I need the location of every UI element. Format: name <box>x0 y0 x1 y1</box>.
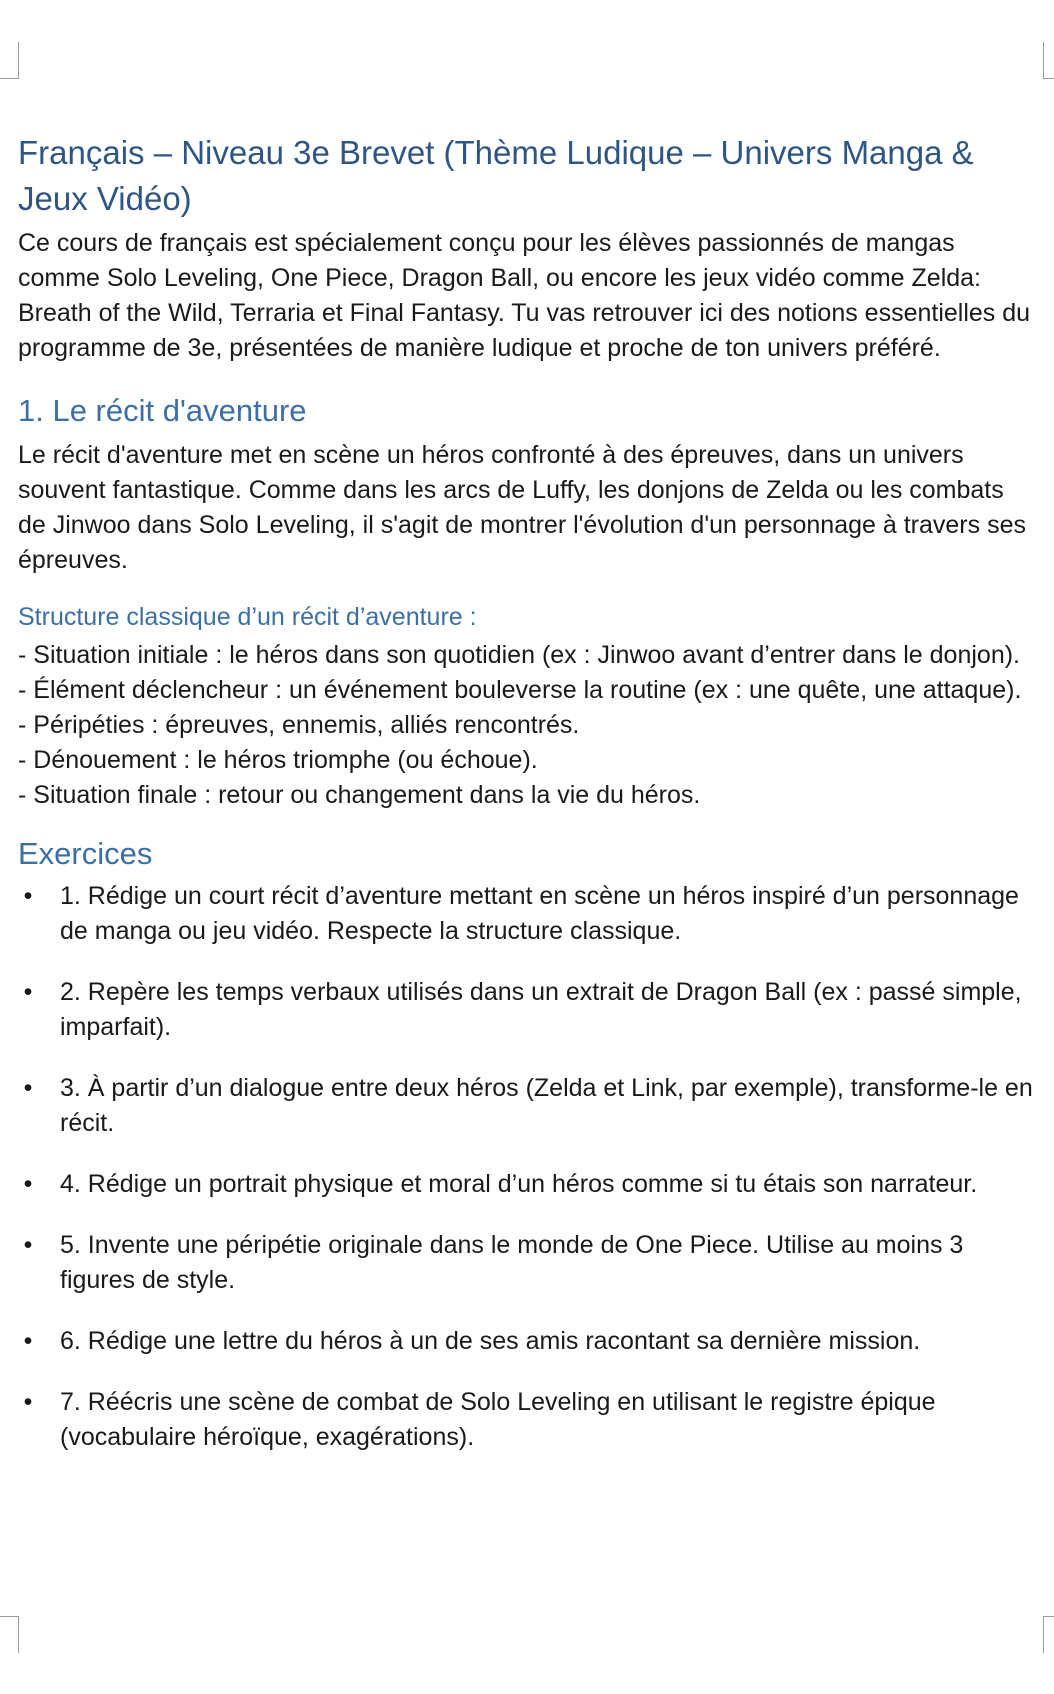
exercise-list <box>18 879 1038 1455</box>
bullet-icon: • <box>23 1170 33 1198</box>
document-title: Français – Niveau 3e Brevet (Thème Ludique – Univers Manga & Jeux Vidéo) <box>18 134 974 217</box>
bullet-icon: • <box>23 1388 33 1416</box>
structure-item: - Dénouement : le héros triomphe (ou échoue). <box>18 746 538 774</box>
structure-heading: Structure classique d’un récit d’aventure : <box>18 603 477 631</box>
exercise-item <box>18 975 1038 1045</box>
exercise-item <box>18 1228 1038 1298</box>
section-paragraph-recit: Le récit d'aventure met en scène un héros confronté à des épreuves, dans un univers souvent fantastique. Comme dans les arcs de Luffy, les donjons de Zelda ou les combats de Jinwoo dans Solo Leveling, il s'agit de montrer l'évolution d'un personnage à travers ses épreuves. <box>18 441 1026 574</box>
bullet-icon: • <box>23 1074 33 1102</box>
page-corner-bottom-left <box>0 1616 19 1653</box>
exercise-item <box>18 1071 1038 1141</box>
bullet-icon: • <box>23 882 33 910</box>
bullet-icon: • <box>23 1231 33 1259</box>
exercise-item <box>18 879 1038 949</box>
structure-item: - Élément déclencheur : un événement bouleverse la routine (ex : une quête, une attaque). <box>18 676 1022 704</box>
exercises-heading: Exercices <box>18 836 153 871</box>
exercise-text: 5. Invente une péripétie originale dans le monde de One Piece. Utilise au moins 3 figures de style. <box>60 1231 964 1294</box>
exercise-text: 1. Rédige un court récit d’aventure mettant en scène un héros inspiré d’un personnage de manga ou jeu vidéo. Respecte la structure classique. <box>60 882 1019 945</box>
page-corner-top-left <box>0 42 19 79</box>
bullet-icon: • <box>23 978 33 1006</box>
exercise-text: 4. Rédige un portrait physique et moral d’un héros comme si tu étais son narrateur. <box>60 1170 978 1198</box>
exercise-item <box>18 1385 1038 1455</box>
exercise-text: 7. Réécris une scène de combat de Solo Leveling en utilisant le registre épique (vocabulaire héroïque, exagérations). <box>60 1388 936 1451</box>
structure-list <box>18 638 1038 813</box>
document-body <box>18 130 1038 1481</box>
structure-item: - Situation finale : retour ou changement dans la vie du héros. <box>18 781 701 809</box>
intro-paragraph: Ce cours de français est spécialement conçu pour les élèves passionnés de mangas comme Solo Leveling, One Piece, Dragon Ball, ou encore les jeux vidéo comme Zelda: Breath of the Wild, Terraria et Final Fantasy. Tu vas retrouver ici des notions essentielles du programme de 3e, présentées de manière ludique et proche de ton univers préféré. <box>18 229 1031 362</box>
exercise-text: 3. À partir d’un dialogue entre deux héros (Zelda et Link, par exemple), transforme-le en récit. <box>60 1074 1033 1137</box>
exercise-item <box>18 1324 1038 1359</box>
page-corner-top-right <box>1043 42 1054 79</box>
page-corner-bottom-right <box>1043 1616 1054 1653</box>
structure-item: - Péripéties : épreuves, ennemis, alliés rencontrés. <box>18 711 580 739</box>
exercise-text: 6. Rédige une lettre du héros à un de ses amis racontant sa dernière mission. <box>60 1327 921 1355</box>
exercise-text: 2. Repère les temps verbaux utilisés dans un extrait de Dragon Ball (ex : passé simple, imparfait). <box>60 978 1022 1041</box>
bullet-icon: • <box>23 1327 33 1355</box>
structure-item: - Situation initiale : le héros dans son quotidien (ex : Jinwoo avant d’entrer dans le donjon). <box>18 641 1020 669</box>
section-heading-recit: 1. Le récit d'aventure <box>18 393 307 428</box>
exercise-item <box>18 1167 1038 1202</box>
